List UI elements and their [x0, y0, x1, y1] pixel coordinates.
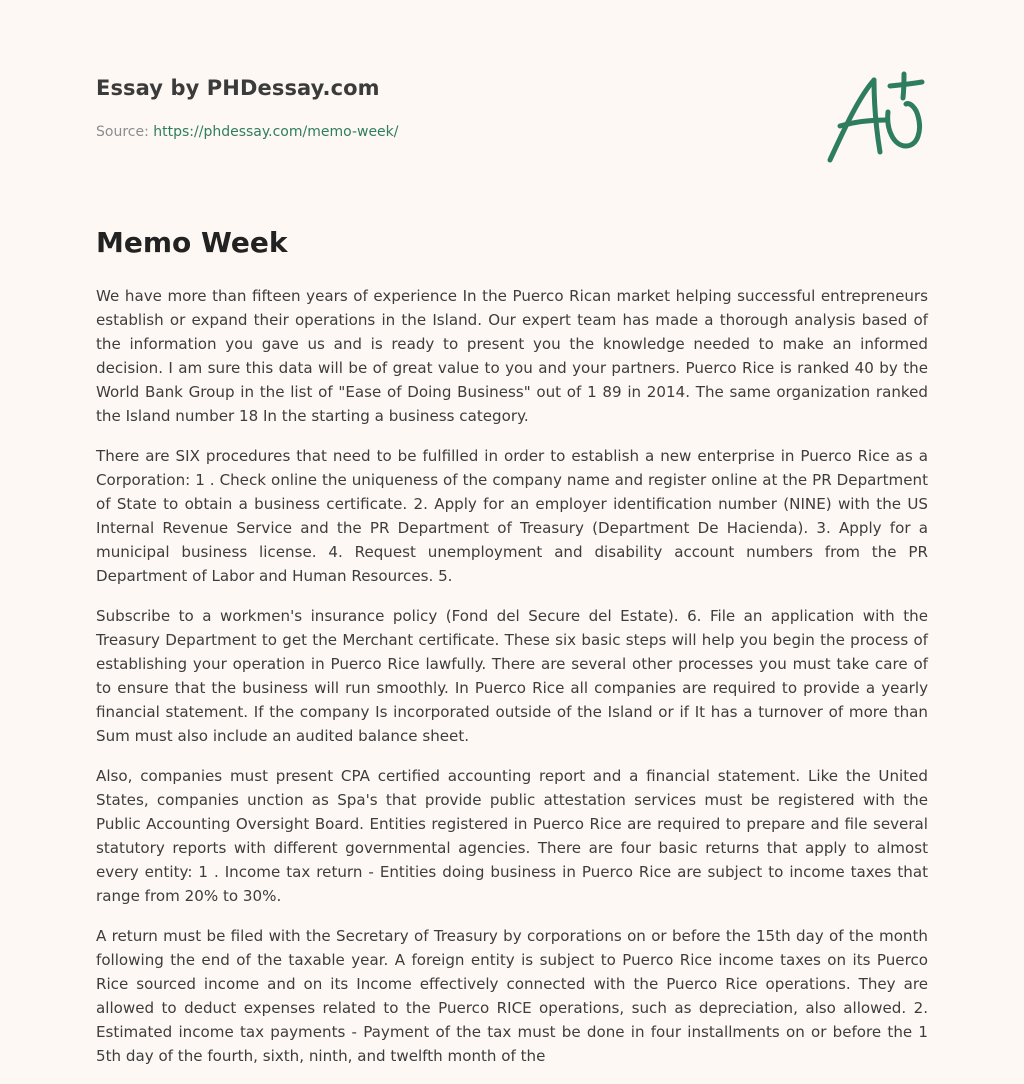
essay-paragraph: Subscribe to a workmen's insurance policy (Fond del Secure del Estate). 6. File an application with the Treasury Department to get the Merchant certificate. These six basic steps will help you begin the process of establishing your operation in Puerco Rice lawfully. There are several other processes you must take care of to ensure that the business will run smoothly. In Puerco Rice all companies are required to provide a yearly financial statement. If the company Is incorporated outside of the Island or if It has a turnover of more than Sum must also include an audited balance sheet.	[96, 607, 928, 745]
source-link[interactable]: https://phdessay.com/memo-week/	[153, 124, 399, 140]
a-plus-logo-icon	[822, 68, 930, 166]
essay-paragraph: Also, companies must present CPA certified accounting report and a financial statement. Like the United States, companies unction as Spa's that provide public attestation services must be registered with the Public Accounting Oversight Board. Entities registered in Puerco Rice are required to prepare and file several statutory reports with different governmental agencies. There are four basic returns that apply to almost every entity: 1 . Income tax return - Entities doing business in Puerco Rice are subject to income taxes that range from 20% to 30%.	[96, 767, 928, 905]
essay-paragraph: We have more than fifteen years of experience In the Puerco Rican market helping successful entrepreneurs establish or expand their operations in the Island. Our expert team has made a thorough analysis based of the information you gave us and is ready to present you the knowledge needed to make an informed decision. I am sure this data will be of great value to you and your partners. Puerco Rice is ranked 40 by the World Bank Group in the list of "Ease of Doing Business" out of 1 89 in 2014. The same organization ranked the Island number 18 In the starting a business category.	[96, 287, 928, 425]
source-line	[96, 124, 399, 140]
essay-paragraph: There are SIX procedures that need to be fulfilled in order to establish a new enterprise in Puerco Rice as a Corporation: 1 . Check online the uniqueness of the company name and register online at the PR Department of State to obtain a business certificate. 2. Apply for an employer identification number (NINE) with the US Internal Revenue Service and the PR Department of Treasury (Department De Hacienda). 3. Apply for a municipal business license. 4. Request unemployment and disability account numbers from the PR Department of Labor and Human Resources. 5.	[96, 447, 928, 585]
essay-title: Memo Week	[96, 226, 288, 259]
essay-body	[96, 284, 928, 1084]
essay-paragraph: A return must be filed with the Secretary of Treasury by corporations on or before the 15th day of the month following the end of the taxable year. A foreign entity is subject to Puerco Rice income taxes on its Puerco Rice sourced income and on its Income effectively connected with the Puerco Rice operations. They are allowed to deduct expenses related to the Puerco RICE operations, such as depreciation, also allowed. 2. Estimated income tax payments - Payment of the tax must be done in four installments on or before the 1 5th day of the fourth, sixth, ninth, and twelfth month of the	[96, 927, 928, 1065]
source-label: Source:	[96, 124, 149, 140]
site-title: Essay by PHDessay.com	[96, 76, 380, 100]
